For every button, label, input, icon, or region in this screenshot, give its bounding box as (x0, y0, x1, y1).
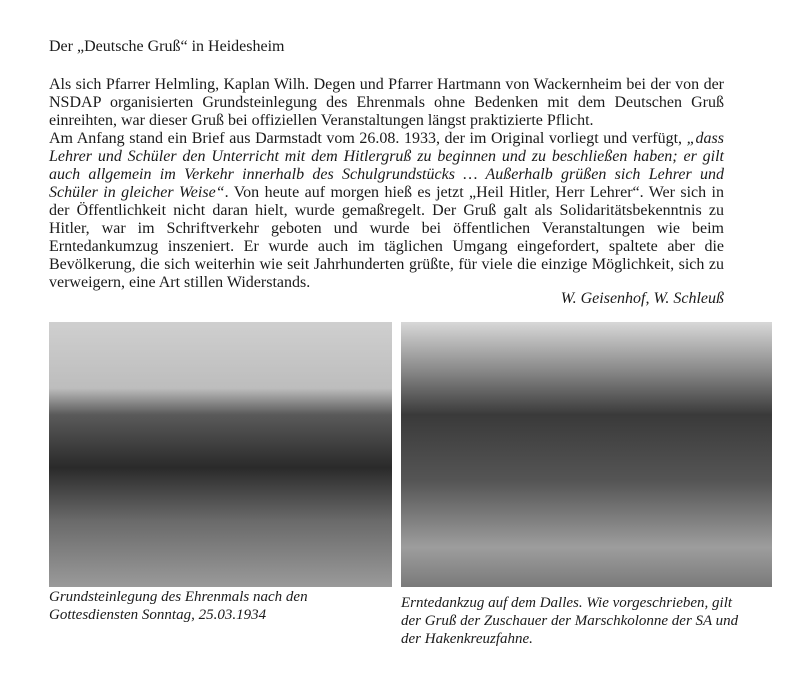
article-body (49, 76, 724, 292)
italic-quote-segment: auch allgemein im Verkehr innerhalb des Schulgrundstücks … Außerhalb grüßen sich Lehrer und (49, 166, 724, 183)
text-segment: . Von heute auf morgen hieß es jetzt „Heil Hitler, Herr Lehrer“. Wer sich in (224, 184, 724, 201)
article-title: Der „Deutsche Gruß“ in Heidesheim (49, 38, 285, 55)
italic-quote-segment: Schüler in gleicher Weise“ (49, 184, 225, 201)
text-line (49, 238, 724, 256)
text-segment: Erntedankumzug inszeniert. Er wurde auch im täglichen Umgang eingefordert, spaltete aber die (49, 238, 724, 255)
caption-line: der Hakenkreuzfahne. (401, 631, 533, 647)
caption-line: der Gruß der Zuschauer der Marschkolonne der SA und (401, 613, 739, 629)
text-line (49, 76, 724, 94)
text-line (49, 166, 724, 184)
author-credit: W. Geisenhof, W. Schleuß (560, 290, 724, 307)
text-segment: NSDAP organisierten Grundsteinlegung des Ehrenmals ohne Bedenken mit dem Deutschen Gruß (49, 94, 724, 111)
text-segment: Bevölkerung, die sich weiterhin wie seit Jahrhunderten grüßte, für viele die einzige Möglichkeit, sich zu (49, 256, 724, 273)
text-segment: Hitler, war im Schriftverkehr geboten und wurde bei öffentlichen Veranstaltungen wie beim (49, 220, 724, 237)
caption-line: Gottesdiensten Sonntag, 25.03.1934 (49, 607, 267, 623)
text-line (49, 184, 724, 202)
text-segment: Als sich Pfarrer Helmling, Kaplan Wilh. Degen und Pfarrer Hartmann von Wackernheim bei der von der (49, 76, 724, 93)
caption-left (49, 588, 394, 624)
text-line (49, 130, 724, 148)
text-segment: Am Anfang stand ein Brief aus Darmstadt vom 26.08. 1933, der im Original vorliegt und verfügt, (49, 130, 687, 147)
text-line (49, 202, 724, 220)
text-segment: verweigern, eine Art stillen Widerstands. (49, 274, 311, 291)
italic-quote-segment: Lehrer und Schüler den Unterricht mit dem Hitlergruß zu beginnen und zu beschließen haben; er gilt (49, 148, 724, 165)
text-segment: der Öffentlichkeit nicht daran hielt, wurde gemaßregelt. Der Gruß galt als Solidaritätsbekenntnis zu (49, 202, 724, 219)
text-line (49, 148, 724, 166)
photo-foundation-stone-ceremony (49, 322, 392, 587)
text-segment: einreihten, war dieser Gruß bei offiziellen Veranstaltungen längst praktizierte Pflicht. (49, 112, 594, 129)
text-line (49, 220, 724, 238)
text-line (49, 94, 724, 112)
caption-line: Grundsteinlegung des Ehrenmals nach den (49, 589, 308, 605)
photo-harvest-parade (401, 322, 772, 587)
text-line (49, 112, 724, 130)
caption-line: Erntedankzug auf dem Dalles. Wie vorgeschrieben, gilt (401, 595, 733, 611)
italic-quote-segment: „dass (686, 130, 724, 147)
text-line (49, 256, 724, 274)
caption-right (401, 594, 781, 648)
